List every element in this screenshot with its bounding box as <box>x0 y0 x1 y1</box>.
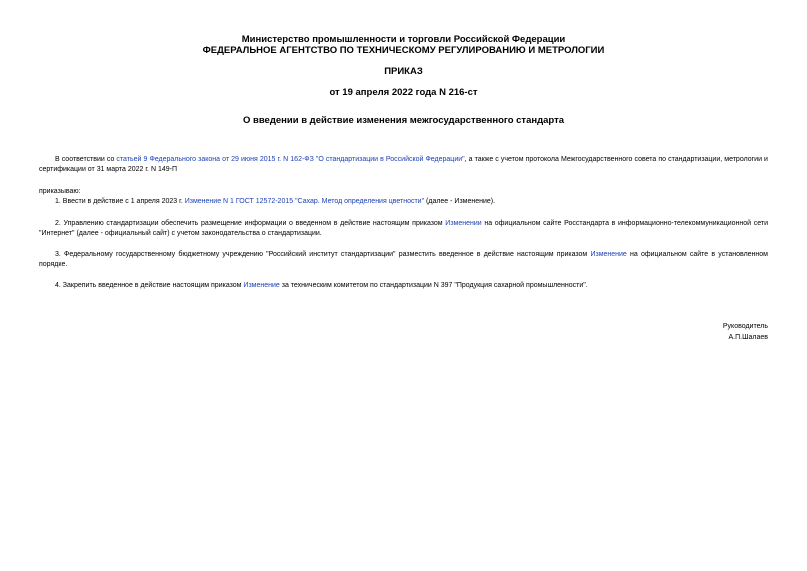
document-date-number: от 19 апреля 2022 года N 216-ст <box>329 87 478 98</box>
item-2-post: на официальном сайте Росстандарта в информационно-телекоммуникационной сети "Интернет" (далее - официальный сайт) с учетом законодательства о стандартизации. <box>39 220 768 237</box>
item-1-post: (далее - Изменение). <box>424 198 496 205</box>
ministry-name: Министерство промышленности и торговли Российской Федерации <box>241 34 566 45</box>
item-2-paragraph <box>39 219 768 239</box>
item-4-post: за техническим комитетом по стандартизации N 397 "Продукция сахарной промышленности". <box>279 282 588 289</box>
item-3-post: на официальном сайте в установленном порядке. <box>39 251 768 268</box>
document-subject: О введении в действие изменения межгосударственного стандарта <box>242 115 565 126</box>
signature-name: А.П.Шалаев <box>728 334 768 341</box>
agency-name: ФЕДЕРАЛЬНОЕ АГЕНТСТВО ПО ТЕХНИЧЕСКОМУ РЕГУЛИРОВАНИЮ И МЕТРОЛОГИИ <box>202 45 605 56</box>
item-3-pre: 3. Федеральному государственному бюджетному учреждению "Российский институт стандартизации" разместить введенное в действие настоящим приказом <box>55 251 591 258</box>
item-3-paragraph <box>39 250 768 270</box>
item-4-link[interactable]: Изменение <box>243 282 280 289</box>
signature-title: Руководитель <box>722 323 768 330</box>
preamble-paragraph <box>39 155 768 175</box>
item-1-paragraph <box>39 197 768 207</box>
item-2-link[interactable]: Изменении <box>445 220 482 227</box>
preamble-post: , а также с учетом протокола Межгосударственного совета по стандартизации, метрологии и сертификации от 31 марта 2022 г. N 149-П <box>39 156 768 173</box>
document-type: ПРИКАЗ <box>384 66 423 77</box>
item-3-link[interactable]: Изменение <box>590 251 627 258</box>
preamble-pre: В соответствии со <box>55 156 117 163</box>
law-link[interactable]: статьей 9 Федерального закона от 29 июня 2015 г. N 162-ФЗ "О стандартизации в Российской Федерации" <box>116 156 465 163</box>
item-4-paragraph <box>39 281 768 291</box>
item-1-pre: 1. Ввести в действие с 1 апреля 2023 г. <box>55 198 185 205</box>
amendment-link[interactable]: Изменение N 1 ГОСТ 12572-2015 "Сахар. Метод определения цветности" <box>184 198 425 205</box>
item-4-pre: 4. Закрепить введенное в действие настоящим приказом <box>55 282 244 289</box>
order-word: приказываю: <box>39 188 81 195</box>
item-2-pre: 2. Управлению стандартизации обеспечить размещение информации о введенном в действие настоящим приказом <box>55 220 446 227</box>
